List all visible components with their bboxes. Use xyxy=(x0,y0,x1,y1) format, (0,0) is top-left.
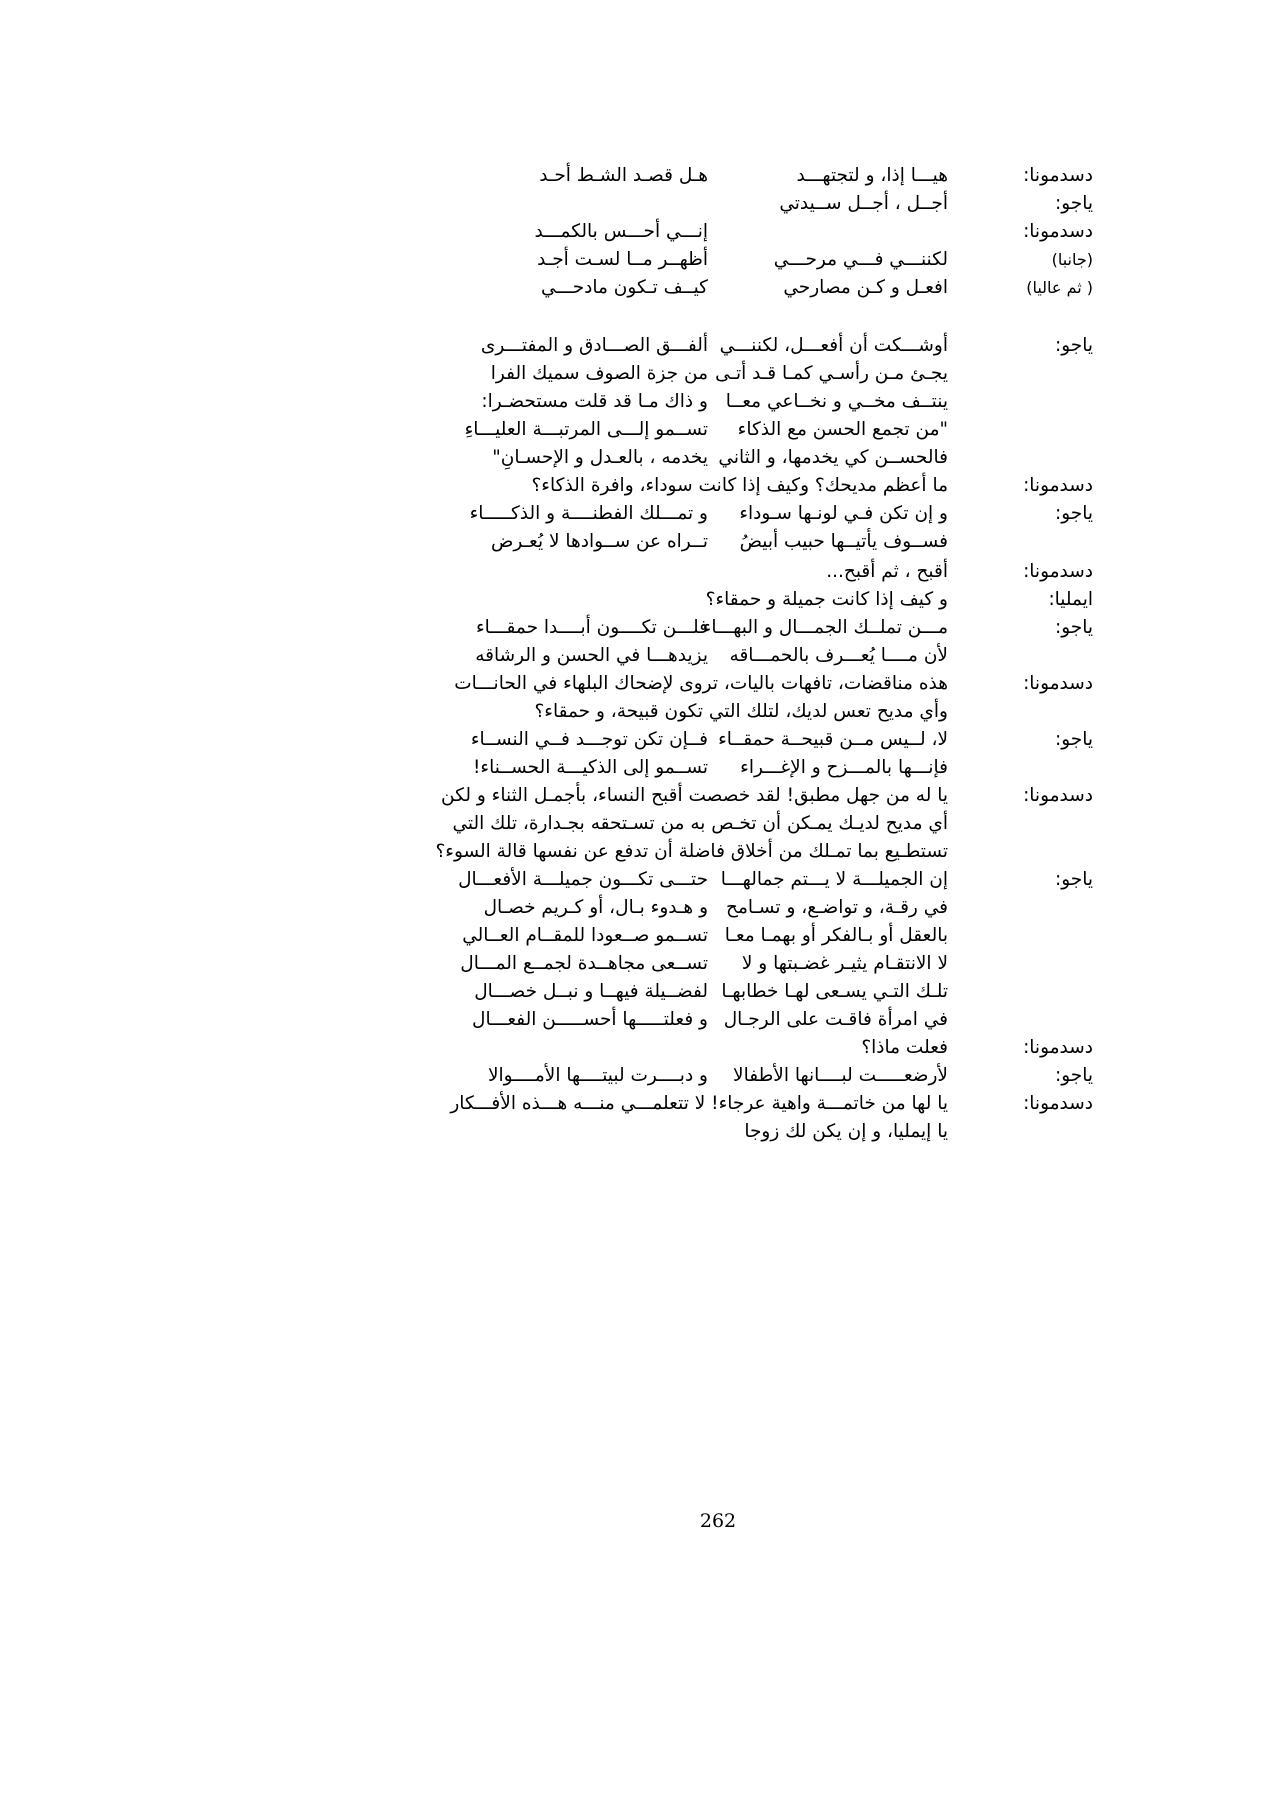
text-line xyxy=(413,162,1093,189)
speaker-label: ياجو: xyxy=(1054,1065,1093,1086)
verse-second-hemistich: ألفـــق الصـــادق و المفتـــرى xyxy=(480,335,708,356)
verse-second-hemistich: و تمـــلك الفطنــــة و الذكـــــاء xyxy=(469,503,708,524)
verse-first-hemistich: هيـــا إذا، و لتجتهـــد xyxy=(796,165,948,186)
text-line xyxy=(413,1062,1093,1089)
verse-second-hemistich: و ذاك مـا قد قلت مستحضـرا: xyxy=(481,391,708,412)
verse-second-hemistich: تســمو إلى الذكيـــة الحســناء! xyxy=(472,757,708,778)
text-line xyxy=(413,388,1093,415)
speaker-label: ( ثم عاليا) xyxy=(1026,278,1093,297)
verse-first-hemistich: في امرأة فاقـت على الرجـال xyxy=(723,1009,948,1030)
prose-line: أي مديح لديـك يمـكن أن تخـص به من تسـتحقه بجـدارة، تلك التي xyxy=(452,813,948,834)
verse-second-hemistich: فلـــن تكــــون أبــــدا حمقـــاء xyxy=(475,617,708,638)
verse-first-hemistich: مـــن تملــك الجمـــال و البهـــاء xyxy=(702,617,948,638)
text-line xyxy=(413,670,1093,697)
verse-first-hemistich: افعـل و كـن مصارحي xyxy=(783,277,948,298)
text-line xyxy=(413,782,1093,809)
text-line xyxy=(413,810,1093,837)
verse-second-hemistich: و هـدوء بـال، أو كـريم خصـال xyxy=(483,897,708,918)
verse-first-hemistich: فســوف يأتيــها حبيب أبيضُ xyxy=(739,531,948,552)
text-line xyxy=(413,332,1093,359)
speaker-label: (جانبا) xyxy=(1051,250,1093,269)
verse-second-hemistich: فــإن تكن توجـــد فــي النســاء xyxy=(470,729,708,750)
verse-first-hemistich: بالعقل أو بـالفكر أو بهمـا معـا xyxy=(724,925,948,946)
text-line xyxy=(413,190,1093,217)
speaker-label: دسدمونا: xyxy=(1023,165,1093,186)
text-line xyxy=(413,978,1093,1005)
verse-second-hemistich: يخدمه ، بالعـدل و الإحسـانِ" xyxy=(492,447,708,468)
text-line xyxy=(413,360,1093,387)
text-line xyxy=(413,866,1093,893)
verse-first-hemistich: في رقـة، و تواضـع، و تسـامح xyxy=(726,897,948,918)
text-line xyxy=(413,444,1093,471)
verse-second-hemistich: تســمو صــعودا للمقــام العــالي xyxy=(462,925,708,946)
speaker-label: ياجو: xyxy=(1054,869,1093,890)
speaker-label: ياجو: xyxy=(1054,617,1093,638)
verse-first-hemistich: إن الجميلـــة لا يـــتم جمالهـــا xyxy=(720,869,948,890)
speaker-label: ياجو: xyxy=(1054,729,1093,750)
page-number: 262 xyxy=(699,1510,737,1532)
verse-first-hemistich: فإنـــها بالمـــزح و الإغـــراء xyxy=(740,757,948,778)
speaker-label: دسدمونا: xyxy=(1023,475,1093,496)
speaker-label: دسدمونا: xyxy=(1023,785,1093,806)
verse-first-hemistich: "من تجمع الحسن مع الذكاء xyxy=(737,419,948,440)
text-line xyxy=(413,218,1093,245)
speaker-label: ياجو: xyxy=(1054,193,1093,214)
text-line xyxy=(413,698,1093,725)
verse-first-hemistich: أجــل ، أجــل ســيدتي xyxy=(779,193,948,214)
speaker-label: ياجو: xyxy=(1054,335,1093,356)
text-line xyxy=(413,1118,1093,1145)
verse-first-hemistich: تلـك التـي يسـعى لهـا خطابهـا xyxy=(721,981,948,1002)
text-line xyxy=(413,246,1093,273)
verse-second-hemistich: أظهــر مــا لسـت أجـد xyxy=(537,249,708,270)
speaker-label: دسدمونا: xyxy=(1023,561,1093,582)
document-page xyxy=(163,0,1273,1558)
speaker-label: ايمليا: xyxy=(1048,589,1093,610)
text-line xyxy=(413,416,1093,443)
text-line xyxy=(413,1034,1093,1061)
verse-first-hemistich: فالحســن كي يخدمها، و الثاني xyxy=(718,447,948,468)
text-line xyxy=(413,754,1093,781)
text-line xyxy=(413,922,1093,949)
verse-second-hemistich: تــراه عن ســوادها لا يُعـرض xyxy=(491,531,708,552)
verse-second-hemistich: كيــف تـكون مادحـــي xyxy=(541,277,708,298)
text-line xyxy=(413,1090,1093,1117)
verse-second-hemistich: و دبــــرت لبيتــــها الأمــــوالا xyxy=(487,1065,708,1086)
text-line xyxy=(413,894,1093,921)
prose-line: يا لها من خاتمـــة واهية عرجاء! لا تتعلمـــي منـــه هـــذه الأفـــكار xyxy=(450,1093,948,1114)
speaker-label: دسدمونا: xyxy=(1023,673,1093,694)
text-line xyxy=(413,614,1093,641)
prose-line: فعلت ماذا؟ xyxy=(861,1037,948,1058)
verse-second-hemistich: تســمو إلـــى المرتبـــة العليـــاءِ xyxy=(464,419,708,440)
prose-line: ما أعظم مديحك؟ وكيف إذا كانت سوداء، وافرة الذكاء؟ xyxy=(531,475,948,496)
speaker-label: ياجو: xyxy=(1054,503,1093,524)
verse-first-hemistich: لكننـــي فـــي مرحـــي xyxy=(773,249,948,270)
prose-line: يا له من جهل مطبق! لقد خصصت أقبح النساء، بأجمـل الثناء و لكن xyxy=(441,785,948,806)
verse-second-hemistich: لفضــيلة فيهــا و نبــل خصـــال xyxy=(474,981,708,1002)
speaker-label: دسدمونا: xyxy=(1023,221,1093,242)
verse-second-hemistich: يزيدهـــا في الحسن و الرشاقه xyxy=(475,645,708,666)
verse-second-hemistich: و فعلتـــــها أحســـــن الفعـــال xyxy=(472,1009,708,1030)
verse-second-hemistich: تســعى مجاهــدة لجمــع المـــال xyxy=(460,953,708,974)
text-line xyxy=(413,1006,1093,1033)
prose-line: يا إيمليا، و إن يكن لك زوجا xyxy=(744,1121,948,1142)
verse-first-hemistich: يجـئ مـن رأسـي كمـا قـد أتـى xyxy=(715,363,948,384)
text-line xyxy=(413,274,1093,301)
prose-line: تستطـيع بما تمـلك من أخلاق فاضلة أن تدفع عن نفسها قالة السوء؟ xyxy=(435,841,948,862)
verse-first-hemistich: لا الانتقـام يثيـر غضـبتها و لا xyxy=(741,953,948,974)
verse-first-hemistich: و إن تكن فـي لونـها سـوداء xyxy=(739,503,948,524)
verse-first-hemistich: أوشـــكت أن أفعـــل، لكننـــي xyxy=(719,335,948,356)
prose-line: وأي مديح تعس لديك، لتلك التي تكون قبيحة، و حمقاء؟ xyxy=(534,701,948,722)
verse-second-hemistich: من جزة الصوف سميك الفرا xyxy=(490,363,708,384)
text-line xyxy=(413,642,1093,669)
verse-first-hemistich: لأرضعـــــت لبــــانها الأطفالا xyxy=(733,1065,948,1086)
speaker-label: دسدمونا: xyxy=(1023,1093,1093,1114)
prose-line: و كيف إذا كانت جميلة و حمقاء؟ xyxy=(705,589,948,610)
text-line xyxy=(413,586,1093,613)
verse-second-hemistich: هـل قصـد الشـط أحـد xyxy=(539,165,708,186)
text-line xyxy=(413,472,1093,499)
verse-first-hemistich: لا، لــيس مــن قبيحــة حمقــاء xyxy=(718,729,948,750)
text-line xyxy=(413,726,1093,753)
text-line xyxy=(413,500,1093,527)
text-line xyxy=(413,838,1093,865)
text-line xyxy=(413,528,1093,555)
verse-second-hemistich: إنـــي أحـــس بالكمـــد xyxy=(534,221,708,242)
prose-line: هذه مناقضات، تافهات باليات، تروى لإضحاك البلهاء في الحانـــات xyxy=(454,673,948,694)
text-line xyxy=(413,950,1093,977)
verse-second-hemistich: حتـــى تكـــون جميلـــة الأفعـــال xyxy=(458,869,708,890)
verse-first-hemistich: ينتــف مخــي و نخــاعي معــا xyxy=(725,391,948,412)
prose-line: أقبح ، ثم أقبح... xyxy=(826,561,948,582)
speaker-label: دسدمونا: xyxy=(1023,1037,1093,1058)
verse-first-hemistich: لأن مــــا يُعـــرف بالحمـــاقه xyxy=(729,645,948,666)
text-line xyxy=(413,558,1093,585)
